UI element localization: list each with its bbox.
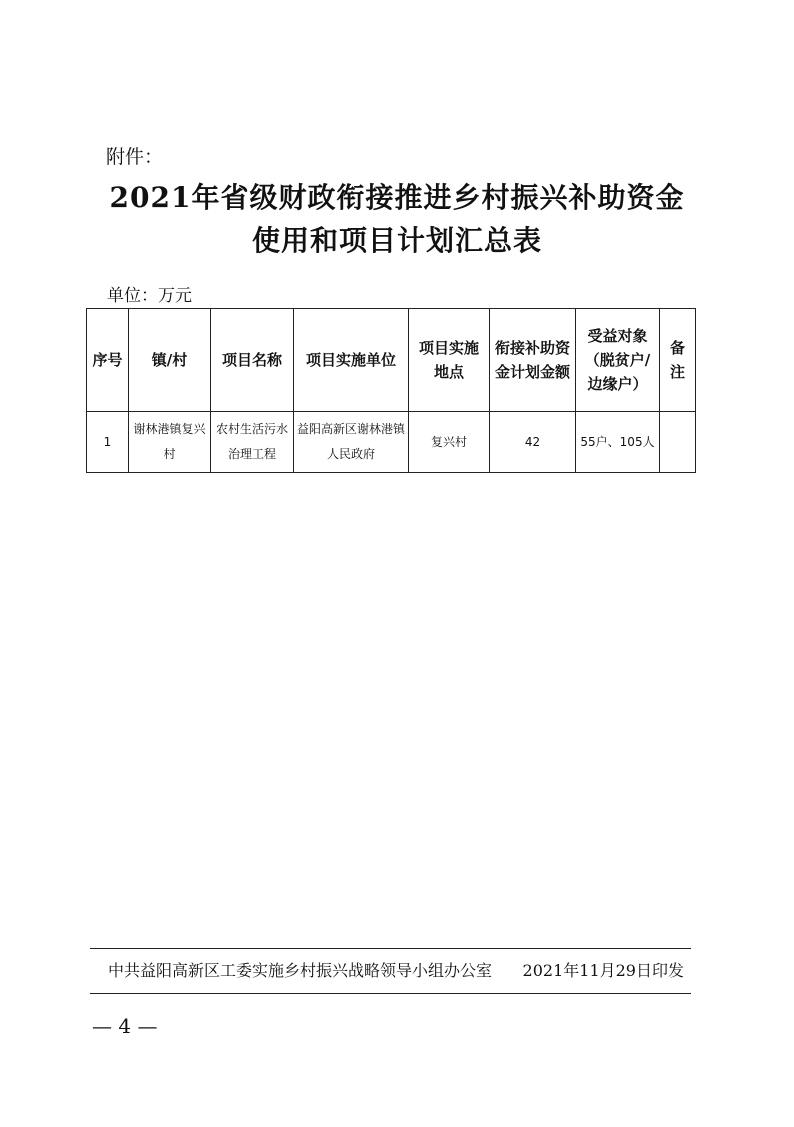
table-row [87,412,696,473]
table-cell: 1 [87,412,129,473]
table-cell: 农村生活污水治理工程 [211,412,294,473]
document-title-line2: 使用和项目计划汇总表 [251,224,542,257]
page-number: — 4 — [92,1014,158,1038]
header-cell: 序号 [87,309,129,412]
header-cell: 镇/村 [129,309,211,412]
summary-table [86,308,696,473]
document-title-line1: 2021年省级财政衔接推进乡村振兴补助资金 [109,181,685,214]
footer-top-rule [90,948,691,949]
table-cell: 益阳高新区谢林港镇人民政府 [294,412,409,473]
footer-bottom-rule [90,993,691,994]
header-cell: 项目实施单位 [294,309,409,412]
footer-date: 2021年11月29日印发 [522,961,684,980]
attachment-label: 附件： [106,146,164,168]
footer-issuer: 中共益阳高新区工委实施乡村振兴战略领导小组办公室 [108,961,493,980]
table-cell: 谢林港镇复兴村 [129,412,211,473]
header-cell: 衔接补助资金计划金额 [490,309,576,412]
table-cell: 55户、105人 [576,412,660,473]
table-cell: 复兴村 [409,412,490,473]
table-cell: 42 [490,412,576,473]
table-cell [660,412,696,473]
unit-label: 单位：万元 [107,286,192,306]
table-header-row [87,309,696,412]
header-cell: 备注 [660,309,696,412]
header-cell: 受益对象（脱贫户/边缘户） [576,309,660,412]
header-cell: 项目名称 [211,309,294,412]
header-cell: 项目实施地点 [409,309,490,412]
